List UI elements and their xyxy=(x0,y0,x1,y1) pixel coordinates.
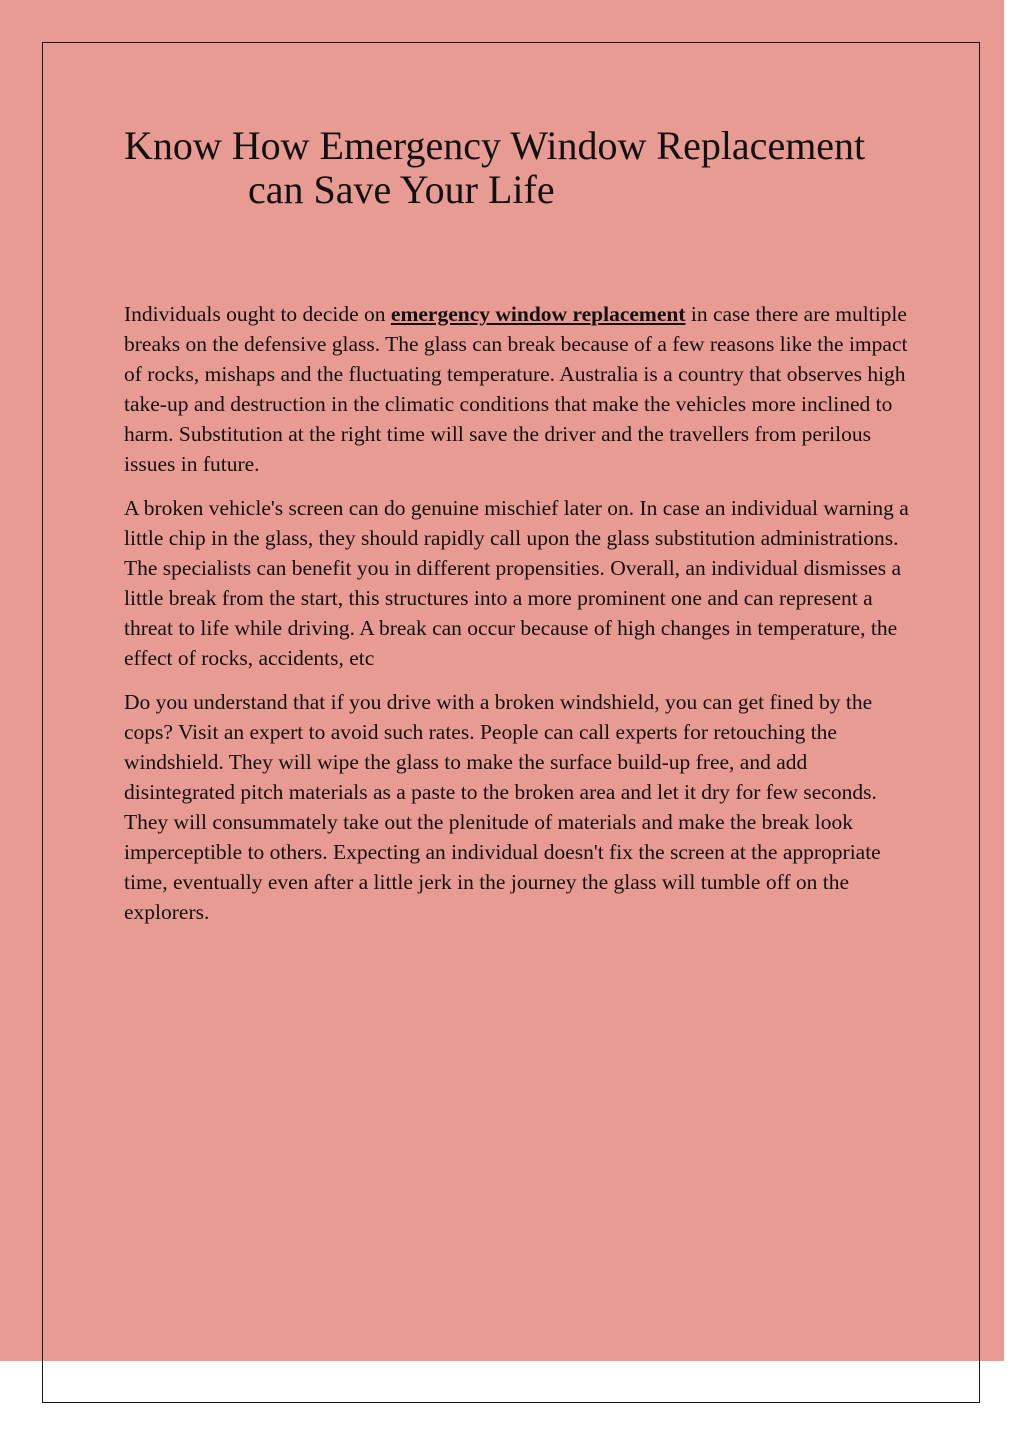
document-body xyxy=(124,299,914,927)
paragraph-2: A broken vehicle's screen can do genuine mischief later on. In case an individual warning a little chip in the glass, they should rapidly call upon the glass substitution administrations. The specialists can benefit you in different propensities. Overall, an individual dismisses a little break from the start, this structures into a more prominent one and can represent a threat to life while driving. A break can occur because of high changes in temperature, the effect of rocks, accidents, etc xyxy=(124,496,909,670)
paragraph-3: Do you understand that if you drive with a broken windshield, you can get fined by the cops? Visit an expert to avoid such rates. People can call experts for retouching the windshield. They will wipe the glass to make the surface build-up free, and add disintegrated pitch materials as a paste to the broken area and let it dry for few seconds. They will consummately take out the plenitude of materials and make the break look imperceptible to others. Expecting an individual doesn't fix the screen at the appropriate time, eventually even after a little jerk in the journey the glass will tumble off on the explorers. xyxy=(124,690,881,924)
paragraph-1-rest: in case there are multiple breaks on the defensive glass. The glass can break because of a few reasons like the impact of rocks, mishaps and the fluctuating temperature. Australia is a country that observes high take-up and destruction in the climatic conditions that make the vehicles more inclined to harm. Substitution at the right time will save the driver and the travellers from perilous issues in future. xyxy=(124,302,908,476)
document-content xyxy=(124,124,914,941)
document-title xyxy=(124,124,914,212)
emergency-window-replacement-link[interactable]: emergency window replacement xyxy=(390,302,686,326)
paragraph-1-intro: Individuals ought to decide on xyxy=(124,302,391,326)
paragraph-1 xyxy=(124,299,914,479)
title-line-1: Know How Emergency Window Replacement xyxy=(124,123,866,168)
title-line-2: can Save Your Life xyxy=(248,167,555,212)
